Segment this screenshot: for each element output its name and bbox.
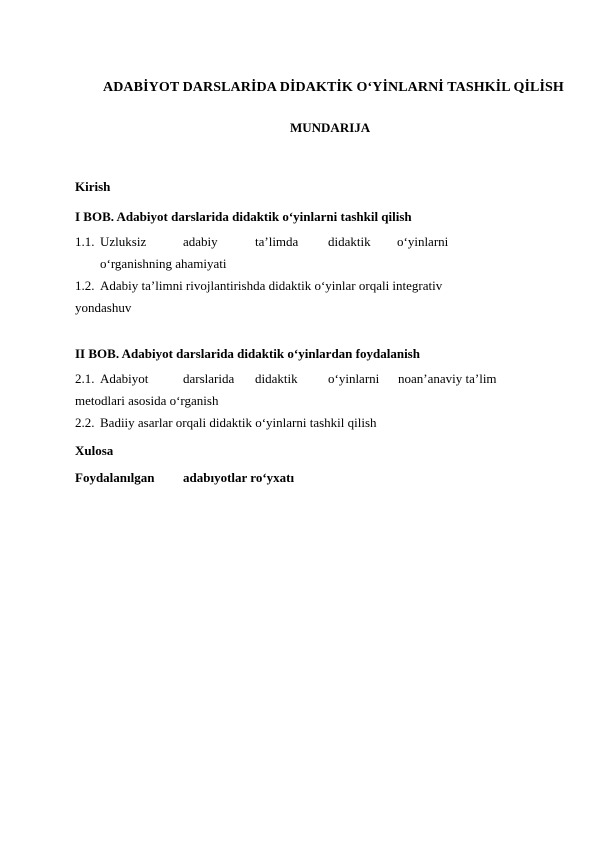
toc-item-number: 2.1. (75, 371, 95, 386)
toc-item-2-1-cont: metodlari asosida o‘rganish (75, 393, 219, 408)
toc-conclusion: Xulosa (75, 443, 114, 458)
document-title: ADABİYOT DARSLARİDA DİDAKTİK O‘YİNLARNİ TASHKİL QİLİSH (103, 80, 564, 95)
toc-references-word-1: Foydalanılgan (75, 470, 155, 485)
toc-chapter-1: I BOB. Adabiyot darslarida didaktik o‘yinlarni tashkil qilish (75, 209, 412, 224)
toc-word: noan’anaviy ta’lim (398, 371, 497, 386)
toc-word: o‘yinlarni (397, 234, 449, 249)
toc-word: didaktik (255, 371, 298, 386)
toc-word: didaktik (328, 234, 371, 249)
toc-item-1-2: Adabiy ta’limni rivojlantirishda didaktik o‘yinlar orqali integrativ (100, 278, 443, 293)
toc-item-1-2-number: 1.2. (75, 278, 95, 293)
toc-item-1-2-cont: yondashuv (75, 300, 132, 315)
toc-item-number: 1.1. (75, 234, 95, 249)
toc-word: ta’limda (255, 234, 299, 249)
toc-word: adabiy (183, 234, 218, 249)
toc-chapter-2: II BOB. Adabiyot darslarida didaktik o‘yinlardan foydalanish (75, 346, 420, 361)
toc-word: o‘yinlarni (328, 371, 380, 386)
toc-references-word-2: adabıyotlar ro‘yxatı (183, 470, 295, 485)
toc-word: Adabiyot (100, 371, 149, 386)
toc-item-1-1-cont: o‘rganishning ahamiyati (100, 256, 227, 271)
toc-item-2-2: Badiiy asarlar orqali didaktik o‘yinlarni tashkil qilish (100, 415, 377, 430)
contents-heading: MUNDARIJA (290, 120, 371, 135)
toc-intro: Kirish (75, 179, 111, 194)
toc-item-2-2-number: 2.2. (75, 415, 95, 430)
toc-word: darslarida (183, 371, 235, 386)
toc-word: Uzluksiz (100, 234, 147, 249)
